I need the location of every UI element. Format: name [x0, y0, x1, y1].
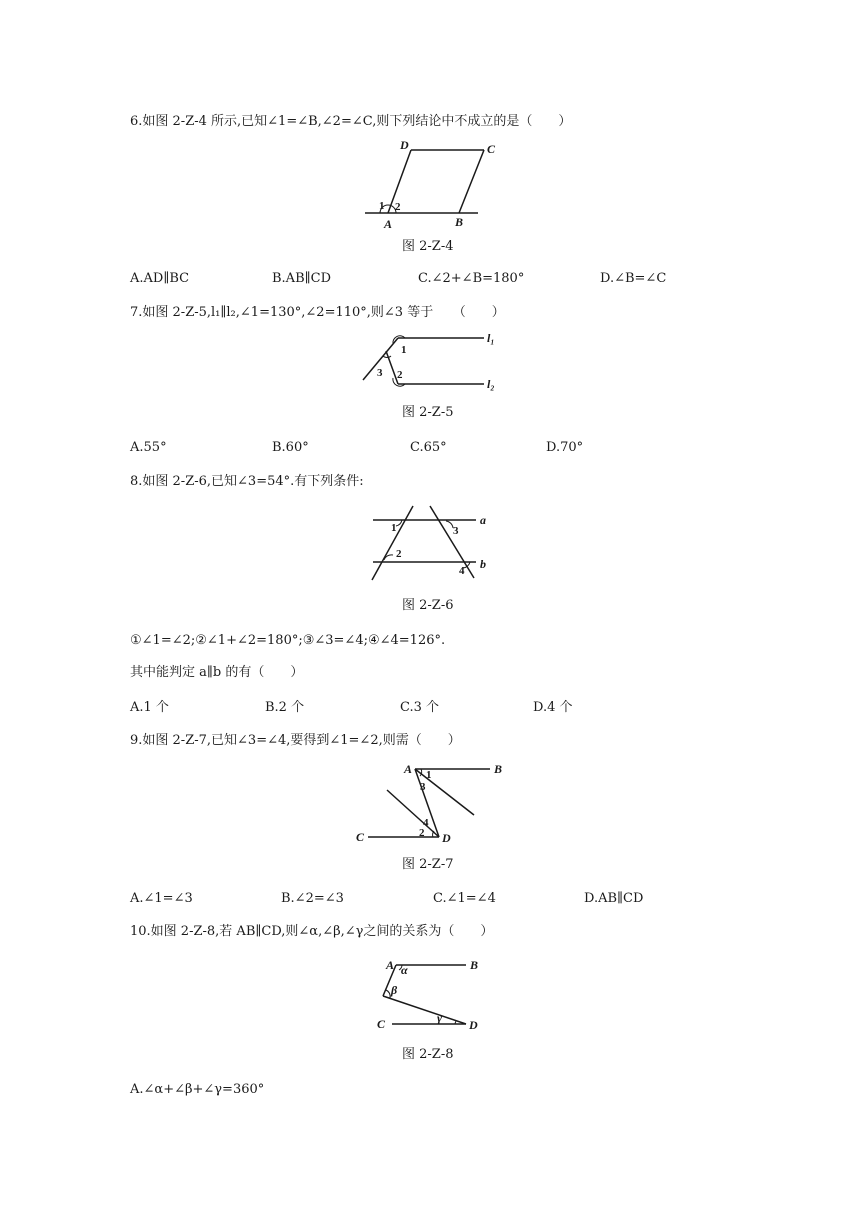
- q7-label-l1: l₁: [487, 331, 495, 345]
- q9-label-A: A: [404, 762, 413, 776]
- q8-option-b: B.2 个: [265, 700, 305, 715]
- q9-option-d: D.AB∥CD: [584, 891, 644, 906]
- q6-option-b: B.AB∥CD: [272, 271, 332, 286]
- q7-label-angle2: 2: [397, 369, 403, 381]
- q9-label-angle1: 1: [426, 769, 432, 781]
- q8-question: 其中能判定 a∥b 的有（ ）: [130, 665, 304, 680]
- q8-label-a: a: [480, 513, 486, 527]
- q6-label-B: B: [455, 215, 464, 229]
- q9-label-D: D: [442, 831, 451, 845]
- q7-label-l2: l₂: [487, 377, 495, 391]
- q6-stem: 6.如图 2-Z-4 所示,已知∠1=∠B,∠2=∠C,则下列结论中不成立的是（ ）: [130, 114, 572, 129]
- q10-option-a: A.∠α+∠β+∠γ=360°: [130, 1082, 265, 1097]
- q8-label-angle2: 2: [396, 548, 402, 560]
- q8-label-angle3: 3: [453, 525, 459, 537]
- q8-figure-caption: 图 2-Z-6: [402, 598, 454, 613]
- q10-label-A: A: [386, 958, 395, 972]
- q7-stem: 7.如图 2-Z-5,l₁∥l₂,∠1=130°,∠2=110°,则∠3 等于 （ ）: [130, 305, 505, 320]
- q6-label-C: C: [487, 142, 496, 156]
- q10-label-gamma: γ: [437, 1011, 442, 1025]
- q9-option-c: C.∠1=∠4: [433, 891, 496, 906]
- q8-stem: 8.如图 2-Z-6,已知∠3=54°.有下列条件:: [130, 474, 364, 489]
- q10-label-D: D: [469, 1018, 478, 1032]
- q10-label-C: C: [377, 1017, 386, 1031]
- q6-label-angle2: 2: [395, 201, 401, 213]
- q6-figure-caption: 图 2-Z-4: [402, 239, 454, 254]
- q10-label-beta: β: [391, 983, 398, 997]
- q6-option-c: C.∠2+∠B=180°: [418, 271, 525, 286]
- q7-label-angle1: 1: [401, 344, 407, 356]
- q7-label-angle3: 3: [377, 367, 383, 379]
- q9-label-B: B: [494, 762, 503, 776]
- q8-label-b: b: [480, 557, 486, 571]
- q9-label-angle4: 4: [423, 817, 429, 829]
- q8-option-c: C.3 个: [400, 700, 440, 715]
- q10-figure-caption: 图 2-Z-8: [402, 1047, 454, 1062]
- q8-option-d: D.4 个: [533, 700, 573, 715]
- q8-option-a: A.1 个: [130, 700, 169, 715]
- q9-figure-caption: 图 2-Z-7: [402, 857, 454, 872]
- q7-figure-caption: 图 2-Z-5: [402, 405, 454, 420]
- q6-option-d: D.∠B=∠C: [600, 271, 667, 286]
- q8-label-angle4: 4: [459, 565, 465, 577]
- q7-option-a: A.55°: [130, 440, 167, 455]
- q9-label-angle2: 2: [419, 827, 425, 839]
- q8-label-angle1: 1: [391, 522, 397, 534]
- q9-option-a: A.∠1=∠3: [130, 891, 193, 906]
- q9-label-angle3: 3: [420, 781, 426, 793]
- q10-label-alpha: α: [401, 963, 408, 977]
- q9-label-C: C: [356, 830, 365, 844]
- q6-label-A: A: [384, 217, 393, 231]
- q7-option-b: B.60°: [272, 440, 309, 455]
- q6-label-D: D: [400, 138, 409, 152]
- q6-option-a: A.AD∥BC: [130, 271, 190, 286]
- q9-stem: 9.如图 2-Z-7,已知∠3=∠4,要得到∠1=∠2,则需（ ）: [130, 733, 461, 748]
- q10-stem: 10.如图 2-Z-8,若 AB∥CD,则∠α,∠β,∠γ之间的关系为（ ）: [130, 924, 494, 939]
- q10-label-B: B: [470, 958, 479, 972]
- q6-label-angle1: 1: [379, 200, 385, 212]
- q9-option-b: B.∠2=∠3: [281, 891, 344, 906]
- q7-option-c: C.65°: [410, 440, 447, 455]
- q7-option-d: D.70°: [546, 440, 584, 455]
- q8-conditions: ①∠1=∠2;②∠1+∠2=180°;③∠3=∠4;④∠4=126°.: [130, 633, 446, 648]
